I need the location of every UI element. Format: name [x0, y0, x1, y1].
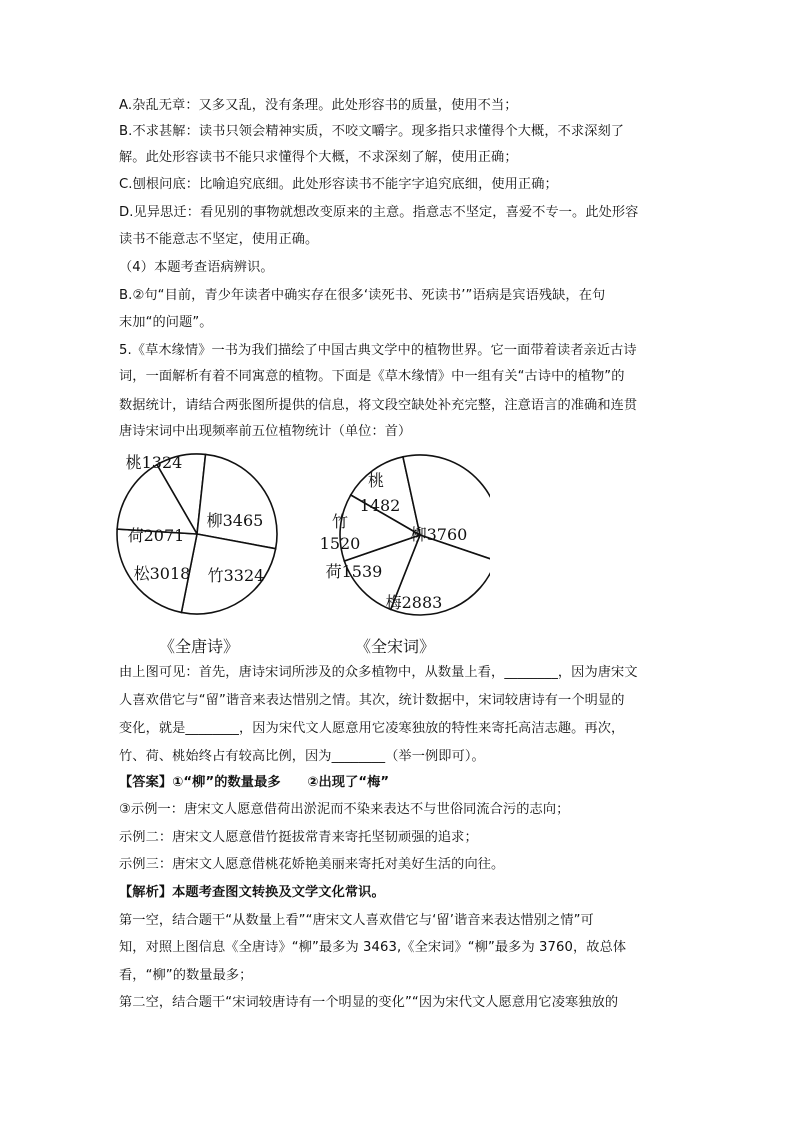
slice-label: 桃1324 [125, 453, 183, 472]
text-line: 第二空，结合题干“宋词较唐诗有一个明显的变化”“因为宋代文人愿意用它凌寒独放的 [119, 995, 619, 1010]
text-line: D.见异思迁：看见别的事物就想改变原来的主意。指意志不坚定，喜爱不专一。此处形容 [119, 205, 639, 220]
pie-charts-svg [110, 448, 490, 663]
text-line: 示例二：唐宋文人愿意借竹挺拔常青来寄托坚韧顽强的追求； [119, 830, 478, 845]
text-line: C.刨根问底：比喻追究底细。此处形容读书不能字字追究底细，使用正确； [119, 177, 558, 192]
pie-chart-2 [320, 455, 490, 656]
slice-label: 竹3324 [207, 566, 265, 585]
slice-label: 1482 [359, 496, 401, 515]
text-line: 变化，就是________，因为宋代文人愿意用它凌寒独放的特性来寄托高洁志趣。再次， [119, 721, 625, 736]
pie-chart-title: 《全宋词》 [354, 637, 436, 656]
text-line: 读书不能意志不坚定，使用正确。 [119, 232, 319, 247]
text-line: 竹、荷、桃始终占有较高比例，因为________（举一例即可）。 [119, 749, 485, 764]
text-line: ③示例一：唐宋文人愿意借荷出淤泥而不染来表达不与世俗同流合污的志向； [119, 802, 570, 817]
slice-label: 柳3465 [206, 511, 264, 530]
pie-slice [197, 454, 277, 548]
slice-label: 松3018 [133, 564, 191, 583]
text-line: 5.《草木缘情》一书为我们描绘了中国古典文学中的植物世界。它一面带着读者亲近古诗 [119, 343, 637, 358]
slice-label: 柳3760 [410, 525, 468, 544]
text-line: B.②句“目前，青少年读者中确实存在很多‘读死书、死读书’”语病是宾语残缺，在句 [119, 288, 606, 303]
slice-label: 荷2071 [127, 526, 185, 545]
text-line: 末加“的问题”。 [119, 315, 213, 330]
slice-label: 1520 [319, 534, 361, 553]
text-line: A.杂乱无章：又多又乱，没有条理。此处形容书的质量，使用不当； [119, 98, 518, 113]
chart-caption: 唐诗宋词中出现频率前五位植物统计（单位：首） [119, 424, 412, 439]
pie-charts [110, 448, 490, 663]
slice-label: 荷1539 [325, 562, 383, 581]
text-line: 由上图可见：首先，唐诗宋词所涉及的众多植物中，从数量上看，________，因为唐宋文 [119, 665, 638, 680]
text-line: 人喜欢借它与“留”谐音来表达惜别之情。其次，统计数据中，宋词较唐诗有一个明显的 [119, 693, 625, 708]
text-line: B.不求甚解：读书只领会精神实质，不咬文嚼字。现多指只求懂得个大概，不求深刻了 [119, 124, 625, 139]
answer-line: 【答案】①“柳”的数量最多 ②出现了“梅” [119, 775, 390, 790]
analysis-line: 【解析】本题考查图文转换及文学文化常识。 [119, 885, 385, 900]
slice-label: 桃 [367, 471, 385, 490]
text-line: （4）本题考查语病辨识。 [119, 260, 274, 275]
text-line: 知，对照上图信息《全唐诗》“柳”最多为 3463,《全宋词》“柳”最多为 3760，故总体 [119, 940, 627, 955]
slice-label: 竹 [331, 512, 349, 531]
text-line: 第一空，结合题干“从数量上看”“唐宋文人喜欢借它与‘留’谐音来表达惜别之情”可 [119, 913, 594, 928]
slice-label: 梅2883 [385, 593, 443, 612]
text-line: 解。此处形容读书不能只求懂得个大概，不求深刻了解，使用正确； [119, 150, 518, 165]
text-line: 词，一面解析有着不同寓意的植物。下面是《草木缘情》中一组有关“古诗中的植物”的 [119, 369, 625, 384]
text-line: 示例三：唐宋文人愿意借桃花娇艳美丽来寄托对美好生活的向往。 [119, 857, 505, 872]
pie-chart-title: 《全唐诗》 [158, 637, 240, 656]
text-line: 数据统计，请结合两张图所提供的信息，将文段空缺处补充完整，注意语言的准确和连贯 [119, 398, 638, 413]
pie-chart-1 [117, 453, 277, 656]
text-line: 看，“柳”的数量最多； [119, 968, 253, 983]
